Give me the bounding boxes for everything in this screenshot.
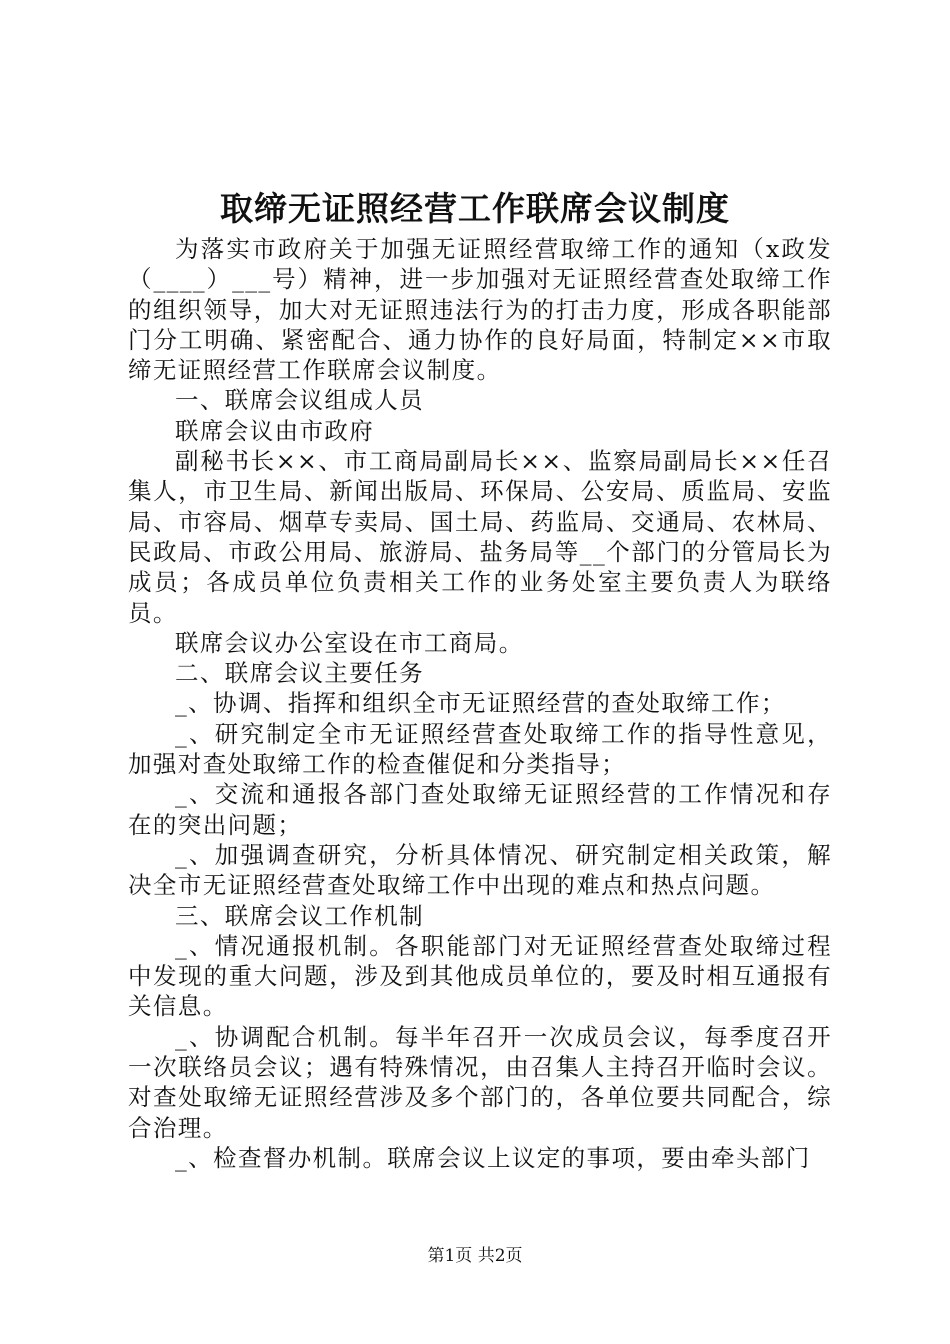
paragraph: 副秘书长××、市工商局副局长××、监察局副局长××任召集人，市卫生局、新闻出版局、环保局、公安局、质监局、安监局、市容局、烟草专卖局、国土局、药监局、交通局、农林局、民政局、市政公用局、旅游局、盐务局等__个部门的分管局长为成员；各成员单位负责相关工作的业务处室主要负责人为联络员。	[128, 447, 832, 627]
section-heading-members: 一、联席会议组成人员	[175, 386, 424, 415]
list-item: _、协调配合机制。每半年召开一次成员会议，每季度召开一次联络员会议；遇有特殊情况，由召集人主持召开临时会议。对查处取缔无证照经营涉及多个部门的，各单位要共同配合，综合治理。	[128, 1022, 832, 1142]
paragraph-preamble: 为落实市政府关于加强无证照经营取缔工作的通知（x政发（____）___号）精神，进一步加强对无证照经营查处取缔工作的组织领导，加大对无证照违法行为的打击力度，形成各职能部门分工明确、紧密配合、通力协作的良好局面，特制定××市取缔无证照经营工作联席会议制度。	[128, 235, 832, 385]
document-title: 取缔无证照经营工作联席会议制度	[220, 189, 730, 228]
list-item: _、研究制定全市无证照经营查处取缔工作的指导性意见，加强对查处取缔工作的检查催促和分类指导；	[128, 719, 832, 779]
section-heading-tasks: 二、联席会议主要任务	[175, 659, 424, 688]
list-item: _、加强调查研究，分析具体情况、研究制定相关政策，解决全市无证照经营查处取缔工作中出现的难点和热点问题。	[128, 840, 832, 900]
list-item: _、交流和通报各部门查处取缔无证照经营的工作情况和存在的突出问题；	[128, 780, 832, 839]
paragraph: 联席会议由市政府	[175, 416, 375, 445]
paragraph: 联席会议办公室设在市工商局。	[175, 628, 524, 657]
list-item: _、情况通报机制。各职能部门对无证照经营查处取缔过程中发现的重大问题，涉及到其他成员单位的，要及时相互通报有关信息。	[128, 931, 832, 1021]
page-footer: 第1页 共2页	[427, 1246, 523, 1266]
list-item: _、检查督办机制。联席会议上议定的事项，要由牵头部门	[175, 1143, 811, 1172]
section-heading-mechanism: 三、联席会议工作机制	[175, 901, 424, 930]
document-body	[128, 234, 832, 1173]
list-item: _、协调、指挥和组织全市无证照经营的查处取缔工作；	[175, 689, 786, 718]
